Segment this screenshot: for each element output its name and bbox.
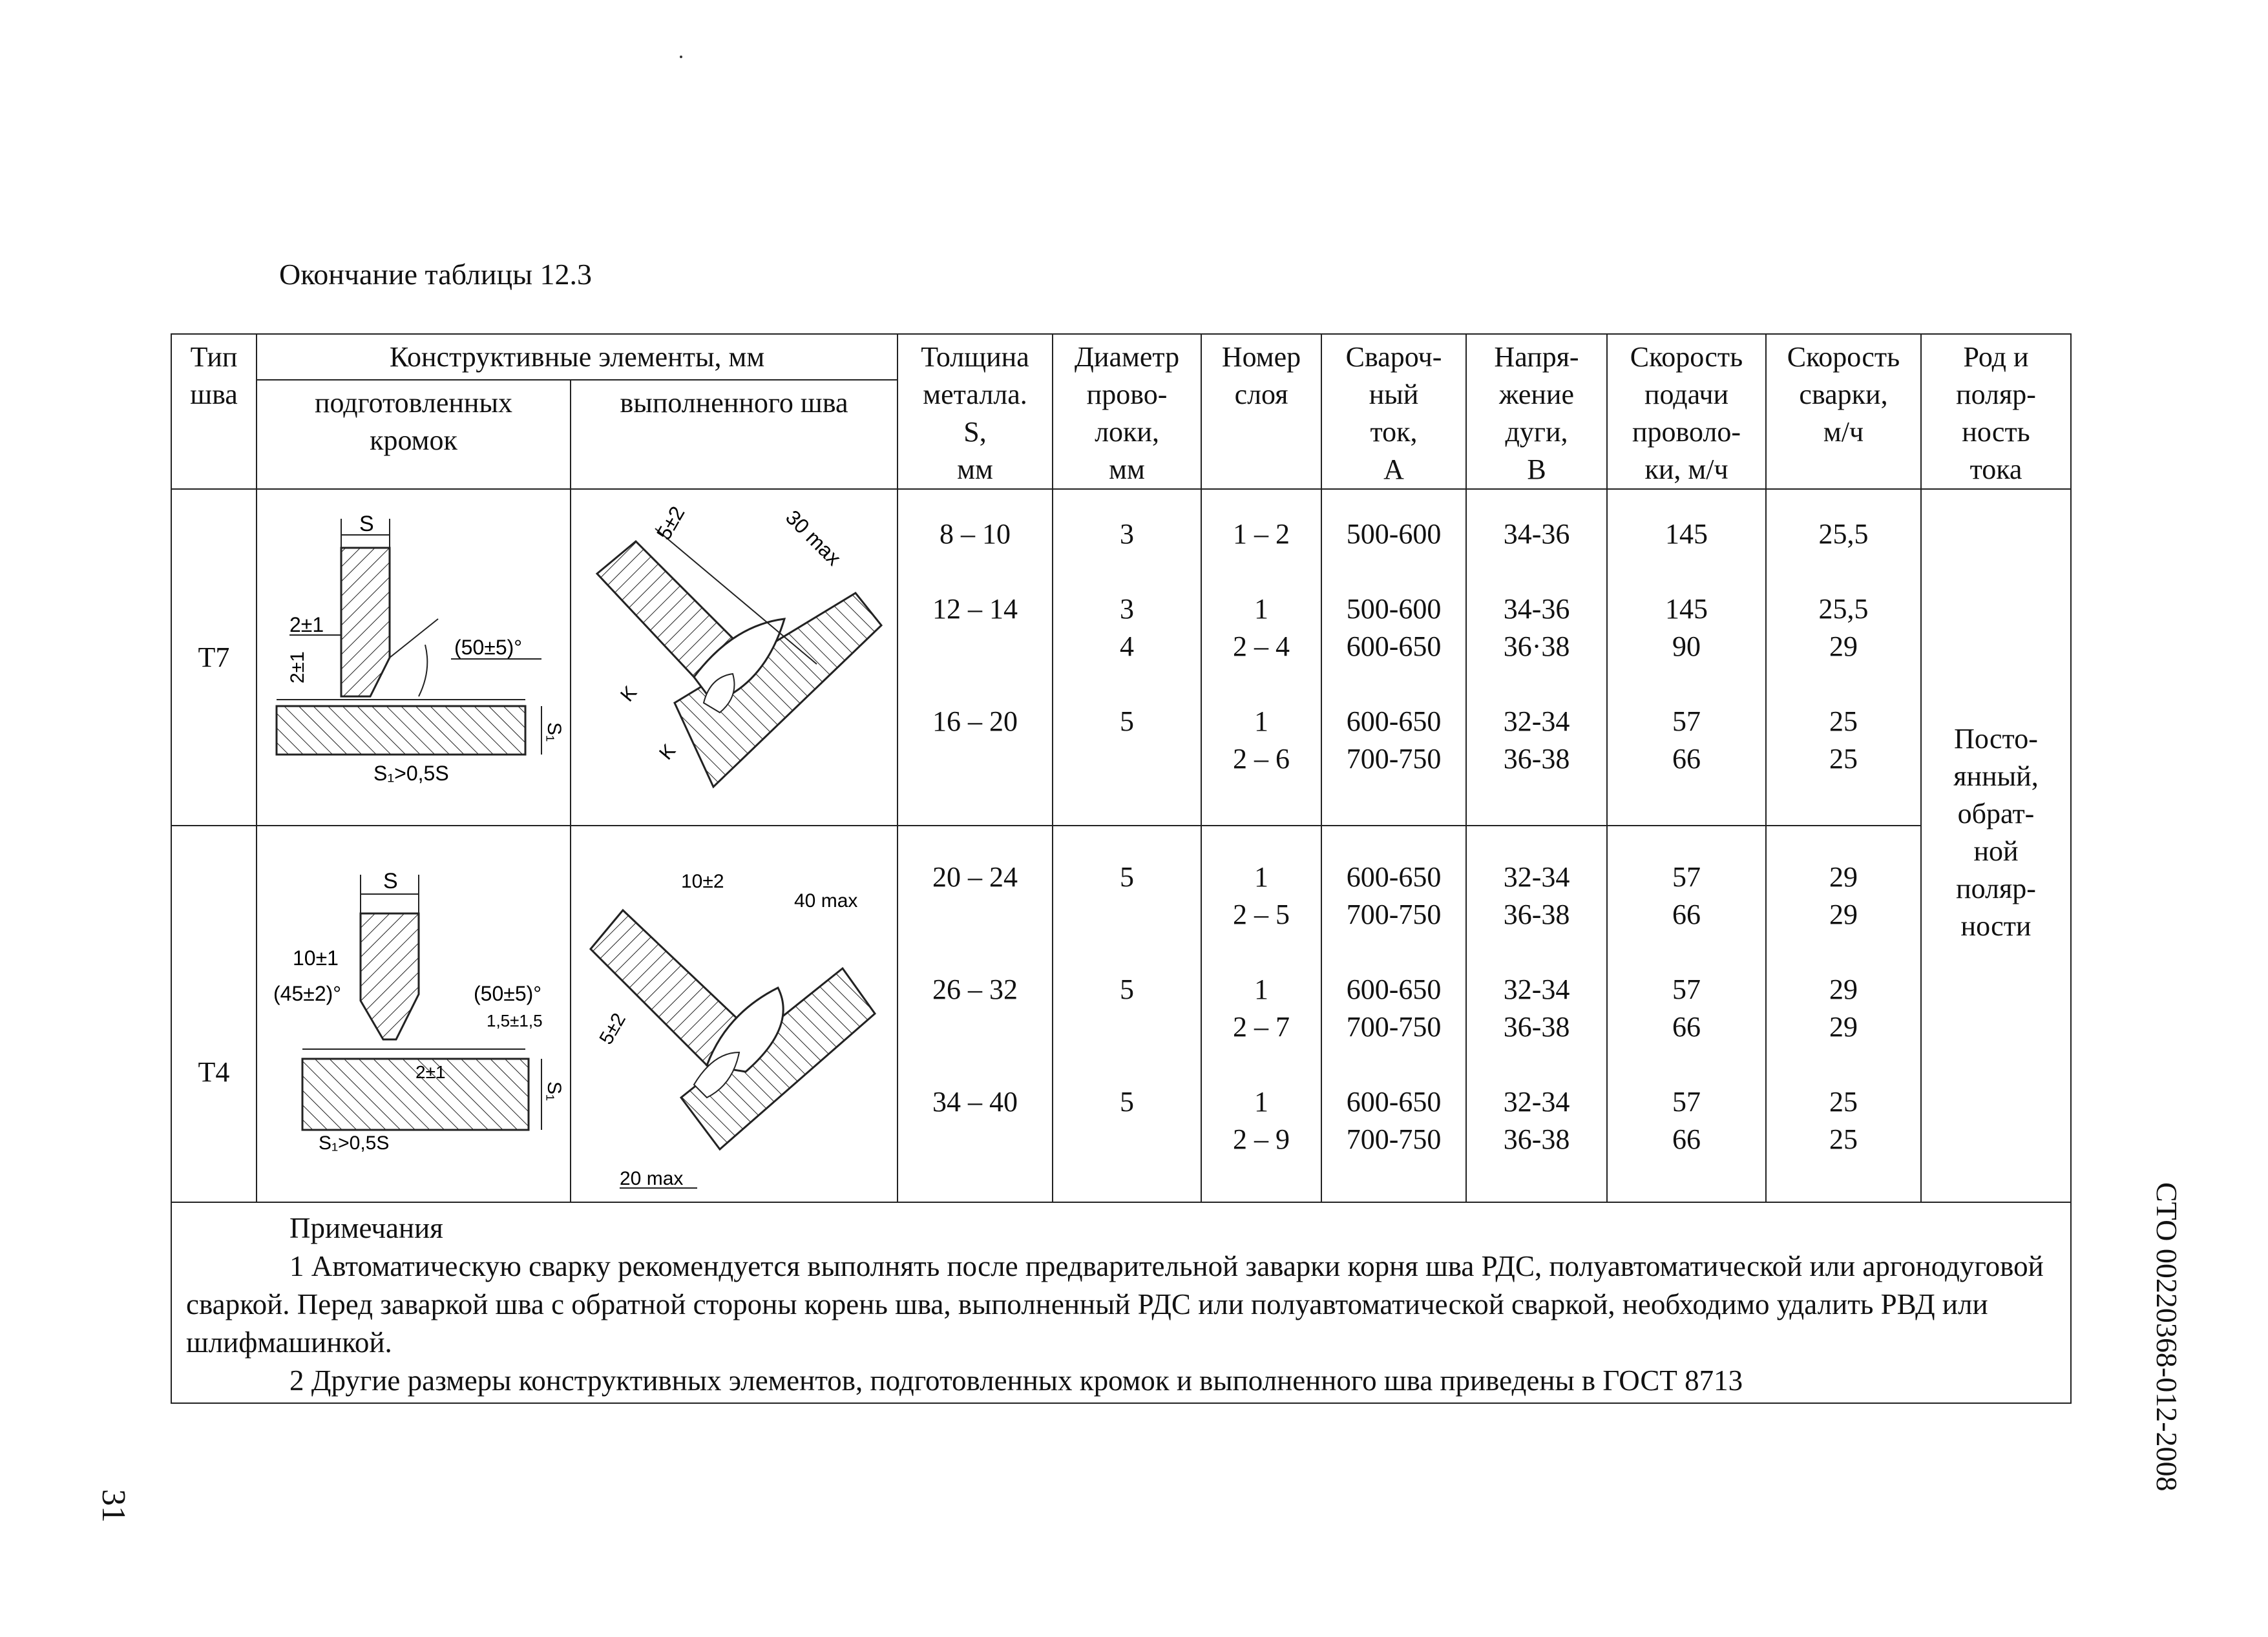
header-speed: Скорость сварки, м/ч [1766,334,1921,489]
t4-label-angle-r: (50±5)° [474,982,542,1005]
row-type: Т7 [171,489,257,826]
header-current: Свароч- ный ток, А [1321,334,1466,489]
row-voltage: 32-34 36-38 32-34 36-38 32-34 36-38 [1466,826,1607,1202]
row-voltage: 34-36 34-36 36·38 32-34 36-38 [1466,489,1607,826]
t4-label-s1: S₁ [543,1081,565,1101]
row-thickness: 8 – 10 12 – 14 16 – 20 [898,489,1053,826]
t7-weld-label-k1: K [616,682,642,706]
row-layer: 1 – 2 1 2 – 4 1 2 – 6 [1201,489,1321,826]
t4-weld-label-b: 40 max [794,890,858,912]
row-diameter: 5 5 5 [1053,826,1201,1202]
sketch-finished-t4 [571,826,898,1202]
row-feed: 145 145 90 57 66 [1607,489,1766,826]
row-current: 500-600 500-600 600-650 600-650 700-750 [1321,489,1466,826]
t7-weld-label-b: 30 max [781,505,846,570]
notes-title: Примечания [289,1212,443,1244]
t4-label-gap: 10±1 [293,946,339,970]
notes-cell [171,1202,2071,1403]
table-row [171,826,2071,1202]
header-polarity: Род и поляр- ность тока [1921,334,2071,489]
row-layer: 1 2 – 5 1 2 – 7 1 2 – 9 [1201,826,1321,1202]
t4-prep-drawing [257,826,570,1194]
header-elements: Конструктивные элементы, мм [257,334,898,380]
t7-weld-label-a: 5±2 [651,502,689,544]
scan-dot [680,56,682,58]
header-layer: Номер слоя [1201,334,1321,489]
welding-table [171,333,2072,1404]
t7-prep-drawing [257,490,570,818]
t4-label-angle-l: (45±2)° [273,982,342,1005]
t4-label-cond: S₁>0,5S [319,1132,390,1154]
row-current: 600-650 700-750 600-650 700-750 600-650 700-750 [1321,826,1466,1202]
sketch-finished-t7 [571,489,898,826]
row-diameter: 3 3 4 5 [1053,489,1201,826]
t7-label-s1: S₁ [543,722,565,742]
header-type: Тип шва [171,334,257,489]
t4-weld-label-d: 20 max [620,1168,684,1189]
sketch-prepared-t7 [257,489,571,826]
note-1: 1 Автоматическую сварку рекомендуется выполнять после предварительной заварки корня шва РДС, полуавтоматической или аргонодуговой сваркой. Перед заваркой шва с обратной стороны корень шва, выполненный РДС или полуавтоматической сваркой, необходимо удалить РВД или шлифмашинкой. [186,1250,2044,1359]
row-speed: 29 29 29 29 25 25 [1766,826,1921,1202]
t4-label-s: S [383,869,398,893]
page-number: 31 [95,1489,132,1523]
header-diameter: Диаметр прово- локи, мм [1053,334,1201,489]
t4-label-face: 1,5±1,5 [487,1011,543,1030]
row-speed: 25,5 25,5 29 25 25 [1766,489,1921,826]
header-thickness: Толщина металла. S, мм [898,334,1053,489]
sketch-prepared-t4 [257,826,571,1202]
header-prepared: подготовленных кромок [257,380,571,489]
header-voltage: Напря- жение дуги, В [1466,334,1607,489]
document-code: СТО 00220368-012-2008 [2150,1182,2183,1492]
t4-weld-label-c: 5±2 [595,1009,630,1048]
t7-label-leg: 2±1 [287,651,308,683]
t7-label-s: S [359,512,374,536]
t4-weld-label-a: 10±2 [681,871,724,892]
t7-label-angle: (50±5)° [454,636,523,659]
header-finished: выполненного шва [571,380,898,489]
t7-weld-drawing [571,490,897,818]
t4-weld-drawing [571,826,897,1194]
row-feed: 57 66 57 66 57 66 [1607,826,1766,1202]
polarity-cell: Посто- янный, обрат- ной поляр- ности [1921,489,2071,1202]
header-feed: Скорость подачи проволо- ки, м/ч [1607,334,1766,489]
note-2: 2 Другие размеры конструктивных элементов, подготовленных кромок и выполненного шва приведены в ГОСТ 8713 [289,1364,1743,1397]
table-caption: Окончание таблицы 12.3 [279,258,592,291]
row-thickness: 20 – 24 26 – 32 34 – 40 [898,826,1053,1202]
t7-weld-label-k2: K [655,740,680,764]
t7-label-gap: 2±1 [289,613,324,636]
t7-label-cond: S₁>0,5S [373,762,449,785]
row-type: Т4 [171,826,257,1202]
table-row [171,489,2071,826]
